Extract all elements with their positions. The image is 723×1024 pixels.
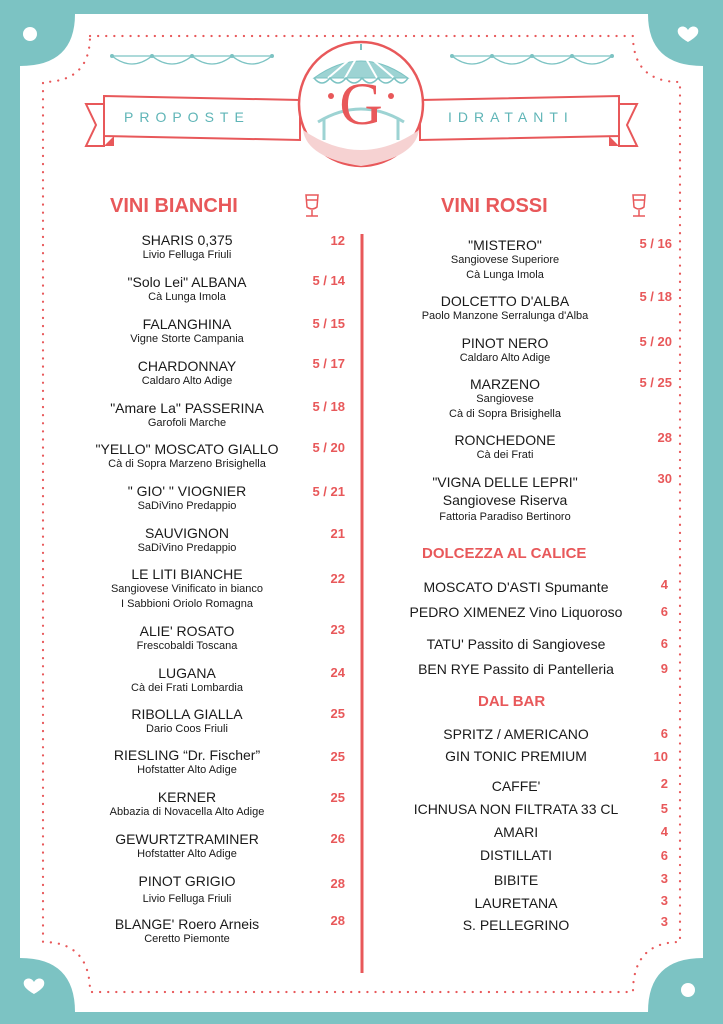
wine-item-solo-lei: "Solo Lei" ALBANA Cà Lunga Imola (127, 274, 247, 303)
price: 21 (330, 526, 345, 541)
price: 5 / 15 (312, 316, 345, 331)
price: 5 / 25 (639, 375, 672, 390)
wine-item-mistero: "MISTERO" Sangiovese Superiore Cà Lunga Imola (450, 237, 560, 281)
price: 25 (330, 749, 345, 764)
wine-item-blange: BLANGE' Roero Arneis Ceretto Piemonte (114, 916, 260, 945)
price: 5 / 14 (312, 273, 345, 288)
bar-item: DISTILLATI (479, 847, 553, 863)
price: 3 (660, 914, 668, 929)
price: 28 (330, 876, 345, 891)
wine-item-viognier: " GIO' " VIOGNIER SaDiVino Predappio (127, 483, 247, 512)
price: 24 (330, 665, 345, 680)
bar-item: AMARI (493, 824, 539, 840)
price: 6 (660, 848, 668, 863)
wine-item-yello: "YELLO" MOSCATO GIALLO Cà di Sopra Marzeno Brisighella (95, 441, 279, 470)
dot-ornament-icon (23, 27, 37, 41)
price: 23 (330, 622, 345, 637)
price: 3 (660, 893, 668, 908)
price: 6 (660, 636, 668, 651)
wine-item-chardonnay: CHARDONNAY Caldaro Alto Adige (137, 358, 237, 387)
bar-item: BIBITE (493, 872, 539, 888)
price: 22 (330, 571, 345, 586)
wine-item-pinot-grigio: PINOT GRIGIO Livio Felluga Friuli (138, 873, 236, 905)
price: 12 (330, 233, 345, 248)
bar-item: GIN TONIC PREMIUM (445, 748, 587, 764)
wine-item-lugana: LUGANA Cà dei Frati Lombardia (131, 665, 243, 694)
price: 6 (660, 604, 668, 619)
price: 10 (653, 749, 668, 764)
banner-left-label: PROPOSTE (124, 109, 250, 125)
price: 2 (660, 776, 668, 791)
price: 5 / 18 (312, 399, 345, 414)
price: 5 / 21 (312, 484, 345, 499)
price: 25 (330, 706, 345, 721)
price: 4 (660, 577, 668, 592)
wine-item-le-liti: LE LITI BIANCHE Sangiovese Vinificato in bianco I Sabbioni Oriolo Romagna (110, 566, 264, 610)
wine-item-pinot-nero: PINOT NERO Caldaro Alto Adige (459, 335, 551, 364)
wine-item-kerner: KERNER Abbazia di Novacella Alto Adige (109, 789, 265, 818)
wine-item-dolcetto: DOLCETTO D'ALBA Paolo Manzone Serralunga d'Alba (421, 293, 589, 322)
wine-item-ronchedone: RONCHEDONE Cà dei Frati (454, 432, 556, 461)
price: 5 / 16 (639, 236, 672, 251)
price: 3 (660, 871, 668, 886)
heading-vini-bianchi: VINI BIANCHI (110, 195, 238, 217)
wine-item-gewurtztraminer: GEWURTZTRAMINER Hofstatter Alto Adige (115, 831, 259, 860)
dessert-item: PEDRO XIMENEZ Vino Liquoroso (409, 604, 623, 620)
price: 5 / 20 (639, 334, 672, 349)
wine-item-marzeno: MARZENO Sangiovese Cà di Sopra Brisighella (449, 376, 561, 420)
dessert-item: BEN RYE Passito di Pantelleria (418, 661, 614, 677)
bar-item: CAFFE' (491, 778, 541, 794)
price: 28 (657, 430, 672, 445)
wine-item-sharis: SHARIS 0,375 Livio Felluga Friuli (141, 232, 233, 261)
price: 5 (660, 801, 668, 816)
wine-item-alie: ALIE' ROSATO Frescobaldi Toscana (136, 623, 238, 652)
heading-dolcezza: DOLCEZZA AL CALICE (422, 545, 587, 562)
bar-item: LAURETANA (474, 895, 558, 911)
heading-dal-bar: DAL BAR (478, 693, 546, 710)
price: 30 (657, 471, 672, 486)
wine-item-vigna-delle-lepri: "VIGNA DELLE LEPRI" Sangiovese Riserva Fattoria Paradiso Bertinoro (432, 474, 578, 523)
wine-item-sauvignon: SAUVIGNON SaDiVino Predappio (137, 525, 237, 554)
dessert-item: MOSCATO D'ASTI Spumante (423, 579, 609, 595)
wine-item-passerina: "Amare La" PASSERINA Garofoli Marche (110, 400, 264, 429)
wine-item-falanghina: FALANGHINA Vigne Storte Campania (130, 316, 244, 345)
wine-item-riesling: RIESLING “Dr. Fischer” Hofstatter Alto Adige (113, 747, 261, 776)
bar-item: S. PELLEGRINO (462, 917, 570, 933)
price: 4 (660, 824, 668, 839)
price: 5 / 20 (312, 440, 345, 455)
price: 5 / 18 (639, 289, 672, 304)
price: 9 (660, 661, 668, 676)
dessert-item: TATU' Passito di Sangiovese (426, 636, 606, 652)
price: 26 (330, 831, 345, 846)
bar-item: ICHNUSA NON FILTRATA 33 CL (413, 801, 619, 817)
price: 5 / 17 (312, 356, 345, 371)
price: 25 (330, 790, 345, 805)
banner-right-label: IDRATANTI (448, 109, 574, 125)
heading-vini-rossi: VINI ROSSI (441, 195, 548, 217)
wine-item-ribolla: RIBOLLA GIALLA Dario Coos Friuli (131, 706, 243, 735)
price: 6 (660, 726, 668, 741)
bar-item: SPRITZ / AMERICANO (443, 726, 589, 742)
logo-letter: G (339, 71, 383, 137)
price: 28 (330, 913, 345, 928)
dot-ornament-icon (681, 983, 695, 997)
